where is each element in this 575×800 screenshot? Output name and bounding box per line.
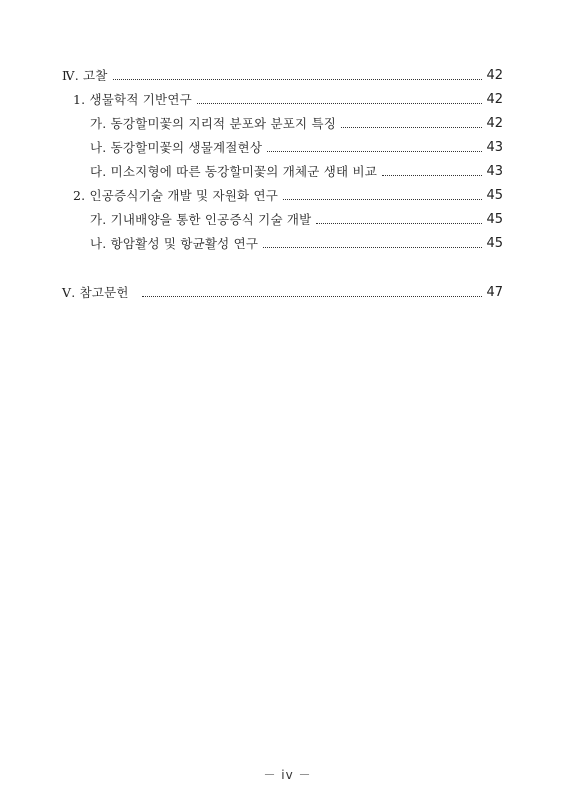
toc-entry-page: 45 xyxy=(486,236,503,251)
toc-entry-section-2-a[interactable] xyxy=(90,210,503,228)
toc-entry-chapter-4[interactable] xyxy=(62,66,503,84)
toc-entry-section-2-b[interactable] xyxy=(90,234,503,252)
toc-entry-page: 45 xyxy=(486,188,503,203)
toc-entry-section-1[interactable] xyxy=(73,90,503,108)
dot-leader xyxy=(283,199,482,200)
toc-entry-page: 43 xyxy=(486,164,503,179)
toc-entry-title: 가. 동강할미꽃의 지리적 분포와 분포지 특징 xyxy=(90,116,336,131)
toc-entry-section-2[interactable] xyxy=(73,186,503,204)
dot-leader xyxy=(263,247,482,248)
toc-entry-page: 42 xyxy=(486,92,503,107)
toc-entry-title: 1. 생물학적 기반연구 xyxy=(73,92,192,107)
toc-entry-section-1-a[interactable] xyxy=(90,114,503,132)
toc-entry-page: 42 xyxy=(486,116,503,131)
toc-entry-page: 45 xyxy=(486,212,503,227)
toc-entry-title: 2. 인공증식기술 개발 및 자원화 연구 xyxy=(73,188,279,203)
dot-leader xyxy=(197,103,483,104)
dot-leader xyxy=(267,151,482,152)
dot-leader xyxy=(316,223,482,224)
toc-entry-chapter-5[interactable] xyxy=(62,283,503,301)
dot-leader xyxy=(382,175,482,176)
toc-entry-title: 나. 동강할미꽃의 생물계절현상 xyxy=(90,140,263,155)
toc-entry-page: 43 xyxy=(486,140,503,155)
dot-leader xyxy=(341,127,482,128)
toc-entry-section-1-c[interactable] xyxy=(90,162,503,180)
toc-entry-title: Ⅳ. 고찰 xyxy=(62,68,108,83)
dot-leader xyxy=(142,296,483,297)
toc-entry-title: 다. 미소지형에 따른 동강할미꽃의 개체군 생태 비교 xyxy=(90,164,377,179)
toc-entry-section-1-b[interactable] xyxy=(90,138,503,156)
toc-entry-page: 47 xyxy=(486,285,503,300)
page-number: － iv － xyxy=(263,768,312,782)
toc-entry-title: 나. 항암활성 및 항균활성 연구 xyxy=(90,236,259,251)
toc-entry-title: 가. 기내배양을 통한 인공증식 기술 개발 xyxy=(90,212,312,227)
toc-entry-title: Ⅴ. 참고문헌 xyxy=(62,285,129,300)
dot-leader xyxy=(113,79,483,80)
toc-entry-page: 42 xyxy=(486,68,503,83)
